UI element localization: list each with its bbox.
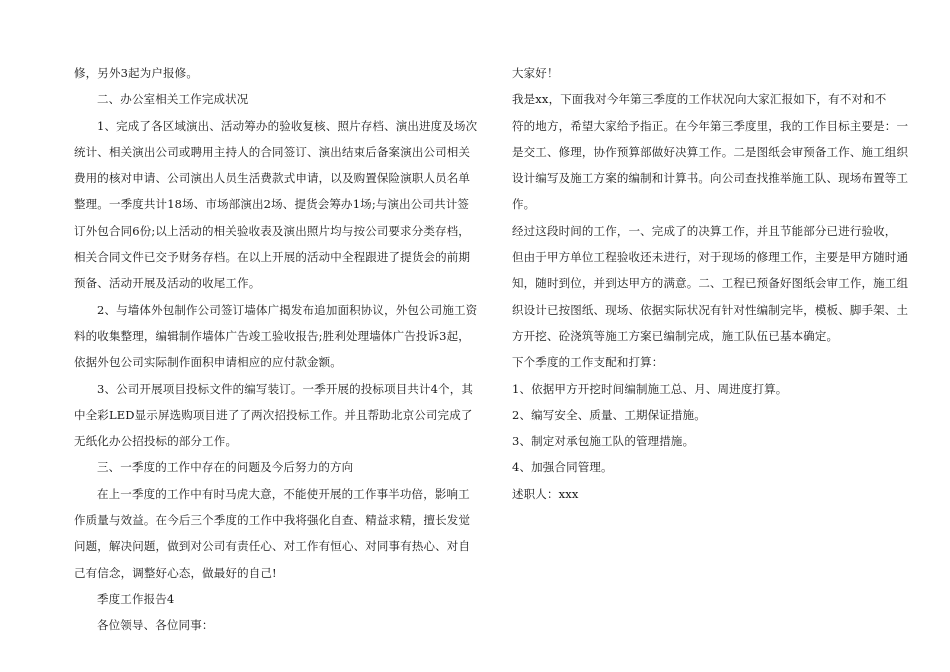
- text-line: 作。: [512, 197, 536, 212]
- greeting: 大家好！: [512, 66, 559, 80]
- text-line: 1、完成了各区域演出、活动筹办的验收复核、照片存档、演出进度及场次: [97, 118, 478, 133]
- text-line: 是交工、修理，协作预算部做好决算工作。二是图纸会审预备工作、施工组织: [512, 144, 909, 159]
- salutation: 各位领导、各位同事：: [97, 618, 214, 633]
- text-line: 相关合同文件已交予财务存档。在以上开展的活动中全程跟进了提货会的前期: [74, 250, 471, 265]
- text-line: 经过这段时间的工作，一、完成了的决算工作，并且节能部分已进行验收，: [512, 223, 897, 238]
- text-line: 料的收集整理，编辑制作墙体广告竣工验收报告;胜利处理墙体广告投诉3起，: [74, 328, 470, 343]
- text-line: 在上一季度的工作中有时马虎大意，不能使开展的工作事半功倍，影响工: [97, 486, 470, 501]
- text-line: 统计、相关演出公司或聘用主持人的合同签订、演出结束后备案演出公司相关: [74, 144, 471, 159]
- text-line: 设计编写及施工方案的编制和计算书。向公司查找推举施工队、现场布置等工: [512, 171, 909, 186]
- text-line: 修，另外3起为户报修。: [74, 66, 198, 80]
- list-item: 2、编写安全、质量、工期保证措施。: [512, 407, 706, 422]
- text-line: 预备、活动开展及活动的收尾工作。: [74, 276, 261, 291]
- report-title: 季度工作报告4: [97, 591, 175, 606]
- text-line: 无纸化办公招投标的部分工作。: [74, 434, 238, 449]
- text-line: 我是xx，下面我对今年第三季度的工作状况向大家汇报如下，有不对和不: [512, 92, 887, 107]
- text-line: 问题，解决问题，做到对公司有责任心、对工作有恒心、对同事有热心、对自: [74, 539, 471, 554]
- left-column: [74, 60, 478, 639]
- text-line: 织设计已按图纸、现场、依据实际状况有针对性编制完毕，模板、脚手架、土: [512, 302, 909, 317]
- list-item: 3、制定对承包施工队的管理措施。: [512, 434, 695, 449]
- text-line: 2、与墙体外包制作公司签订墙体广揭发布追加面积协议，外包公司施工资: [97, 302, 478, 317]
- text-line: 己有信念，调整好心态，做最好的自己!: [74, 565, 277, 580]
- text-line: 但由于甲方单位工程验收还未进行，对于现场的修理工作，主要是甲方随时通: [512, 250, 909, 265]
- section-heading: 三、一季度的工作中存在的问题及今后努力的方向: [97, 460, 354, 475]
- text-line: 费用的核对申请、公司演出人员生活费款式申请，以及购置保险演职人员名单: [74, 171, 471, 186]
- text-line: 方开挖、砼浇筑等施工方案已编制完成，施工队伍已基本确定。: [512, 328, 839, 343]
- text-line: 符的地方，希望大家给予指正。在今年第三季度里，我的工作目标主要是：一: [512, 118, 909, 133]
- text-line: 3、公司开展项目投标文件的编写装订。一季开展的投标项目共计4个，其: [97, 381, 474, 396]
- signature: 述职人：xxx: [512, 486, 579, 501]
- text-line: 依据外包公司实际制作面积申请相应的应付款金额。: [74, 355, 342, 370]
- list-item: 4、加强合同管理。: [512, 460, 613, 475]
- text-line: 知，随时到位，并到达甲方的满意。二、工程已预备好图纸会审工作，施工组: [512, 276, 909, 291]
- text-line: 整理。一季度共计18场、市场部演出2场、提货会筹办1场;与演出公司共计签: [74, 197, 470, 212]
- text-line: 中全彩LED显示屏选购项目进了了两次招投标工作。并且帮助北京公司完成了: [74, 407, 473, 422]
- text-line: 作质量与效益。在今后三个季度的工作中我将强化自查、精益求精，擅长发觉: [74, 513, 471, 528]
- section-heading: 下个季度的工作支配和打算：: [512, 355, 664, 370]
- list-item: 1、依据甲方开挖时间编制施工总、月、周进度打算。: [512, 381, 788, 396]
- section-heading: 二、办公室相关工作完成状况: [97, 92, 249, 107]
- text-line: 订外包合同6份;以上活动的相关验收表及演出照片均与按公司要求分类存档，: [74, 223, 470, 238]
- right-column: [512, 60, 909, 507]
